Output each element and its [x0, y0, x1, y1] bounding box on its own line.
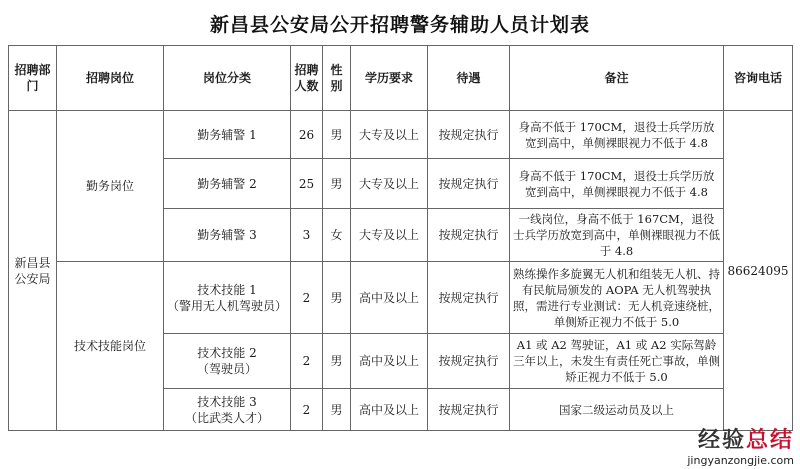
education-cell: 高中及以上	[351, 389, 428, 431]
count-cell: 2	[291, 262, 323, 334]
header-gender: 性别	[323, 46, 351, 111]
gender-cell: 男	[323, 334, 351, 389]
watermark-url: jingyanzongjie.com	[687, 454, 794, 467]
education-cell: 大专及以上	[351, 111, 428, 159]
count-cell: 26	[291, 111, 323, 159]
header-dept: 招聘部门	[9, 46, 57, 111]
gender-cell: 女	[323, 209, 351, 262]
position-cell: 勤务辅警 1	[164, 111, 291, 159]
education-cell: 大专及以上	[351, 209, 428, 262]
phone-cell: 86624095	[724, 111, 793, 431]
position-cell	[164, 389, 291, 431]
salary-cell: 按规定执行	[428, 209, 510, 262]
salary-cell: 按规定执行	[428, 159, 510, 209]
position-cell: 勤务辅警 3	[164, 209, 291, 262]
salary-cell: 按规定执行	[428, 111, 510, 159]
watermark-logo-accent: 总结	[745, 428, 794, 453]
position-cell: 勤务辅警 2	[164, 159, 291, 209]
count-cell: 3	[291, 209, 323, 262]
page-title: 新昌县公安局公开招聘警务辅助人员计划表	[209, 14, 590, 36]
notes-cell: 国家二级运动员及以上	[510, 389, 724, 431]
watermark	[687, 423, 794, 467]
count-cell: 2	[291, 389, 323, 431]
position-cell	[164, 262, 291, 334]
dept-cell: 新昌县公安局	[9, 111, 57, 431]
position-subtitle: （比武类人才）	[184, 410, 269, 425]
count-cell: 2	[291, 334, 323, 389]
gender-cell: 男	[323, 159, 351, 209]
header-phone: 咨询电话	[724, 46, 793, 111]
gender-cell: 男	[323, 111, 351, 159]
position-subtitle: （驾驶员）	[196, 362, 257, 376]
notes-cell: 身高不低于 170CM，退役士兵学历放宽到高中，单侧裸眼视力不低于 4.8	[510, 111, 724, 159]
notes-cell: 一线岗位，身高不低于 167CM，退役士兵学历放宽到高中，单侧裸眼视力不低于 4.8	[510, 209, 724, 262]
table-header-row	[9, 46, 793, 111]
gender-cell: 男	[323, 262, 351, 334]
recruitment-plan-table	[8, 45, 793, 431]
notes-cell: A1 或 A2 驾驶证，A1 或 A2 实际驾龄三年以上，未发生有责任死亡事故，单侧矫正视力不低于 5.0	[510, 334, 724, 389]
position-cell	[164, 334, 291, 389]
header-salary: 待遇	[428, 46, 510, 111]
position-name: 技术技能 1	[197, 282, 257, 297]
watermark-logo	[687, 423, 794, 454]
header-education: 学历要求	[351, 46, 428, 111]
header-count: 招聘人数	[291, 46, 323, 111]
header-notes: 备注	[510, 46, 724, 111]
position-name: 技术技能 2	[197, 346, 257, 360]
group-cell-tech: 技术技能岗位	[57, 262, 164, 431]
group-cell-duty: 勤务岗位	[57, 111, 164, 262]
table-row	[9, 111, 793, 159]
header-position: 岗位分类	[164, 46, 291, 111]
salary-cell: 按规定执行	[428, 389, 510, 431]
position-name: 技术技能 3	[197, 394, 257, 409]
notes-cell: 身高不低于 170CM，退役士兵学历放宽到高中，单侧裸眼视力不低于 4.8	[510, 159, 724, 209]
education-cell: 高中及以上	[351, 334, 428, 389]
salary-cell: 按规定执行	[428, 334, 510, 389]
position-subtitle: （警用无人机驾驶员）	[167, 298, 288, 313]
education-cell: 高中及以上	[351, 262, 428, 334]
watermark-logo-main: 经验	[697, 428, 746, 453]
education-cell: 大专及以上	[351, 159, 428, 209]
gender-cell: 男	[323, 389, 351, 431]
notes-cell: 熟练操作多旋翼无人机和组装无人机、持有民航局颁发的 AOPA 无人机驾驶执照，需进行专业测试：无人机竞速绕桩，单侧矫正视力不低于 5.0	[510, 262, 724, 334]
table-row	[9, 262, 793, 334]
header-category: 招聘岗位	[57, 46, 164, 111]
count-cell: 25	[291, 159, 323, 209]
salary-cell: 按规定执行	[428, 262, 510, 334]
